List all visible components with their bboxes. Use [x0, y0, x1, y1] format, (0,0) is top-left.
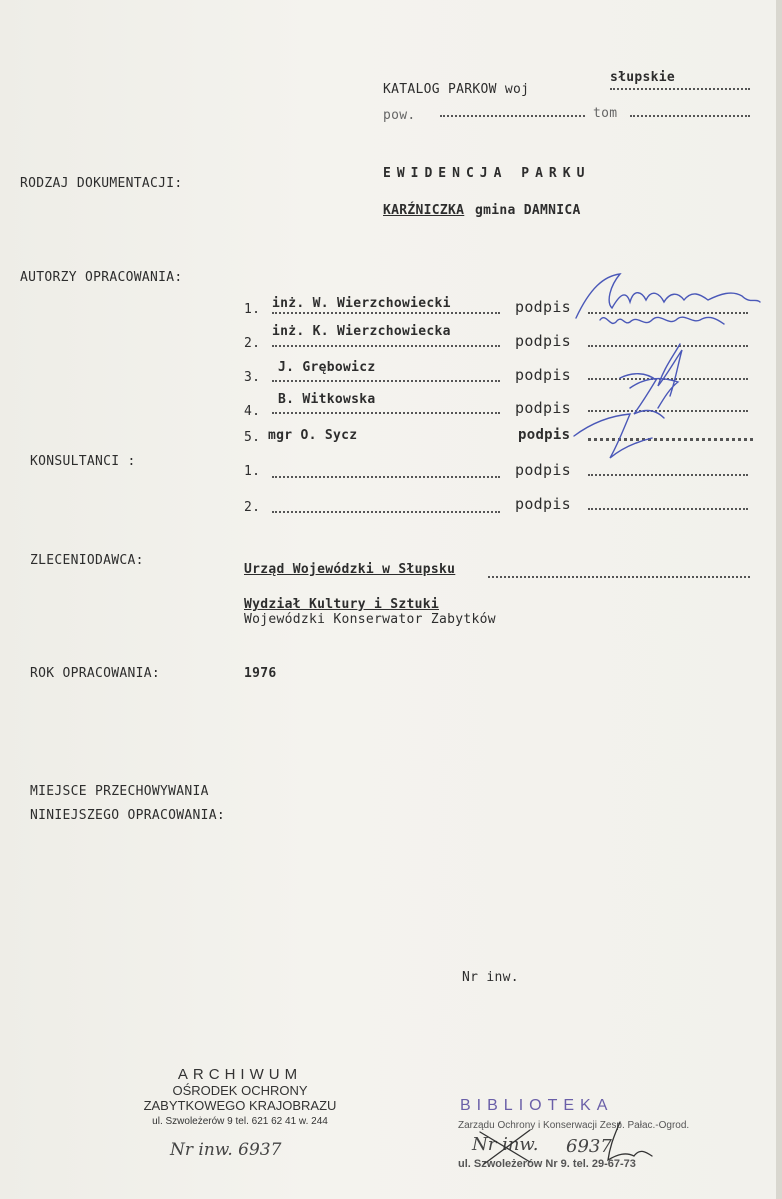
dotted-line [272, 380, 500, 382]
signature-label: podpis [518, 427, 571, 443]
handwritten-inventory: Nr inw. 6937 [170, 1140, 282, 1160]
consultants-label: KONSULTANCI : [30, 454, 136, 469]
pow-label: pow. [383, 108, 416, 123]
author-num: 4. [244, 404, 261, 419]
storage-label-line2: NINIEJSZEGO OPRACOWANIA: [30, 808, 226, 823]
park-gmina: gmina DAMNICA [475, 203, 581, 218]
doc-title: EWIDENCJA PARKU [383, 166, 591, 181]
stamp-title: ARCHIWUM [177, 1066, 303, 1083]
library-stamp-line: ul. Szwoleżerów Nr 9. tel. 29-67-73 [458, 1158, 636, 1170]
stamp-title: BIBLIOTEKA [460, 1097, 614, 1114]
dotted-line [588, 474, 748, 476]
author-name: J. Grębowicz [278, 360, 376, 375]
signature-label: podpis [515, 399, 571, 417]
author-name: inż. K. Wierzchowiecka [272, 324, 451, 339]
author-name: inż. W. Wierzchowiecki [272, 296, 451, 311]
dotted-line [440, 115, 585, 117]
consultant-num: 1. [244, 464, 261, 479]
signature-label: podpis [515, 495, 571, 513]
author-num: 2. [244, 336, 261, 351]
dotted-line [272, 511, 500, 513]
client-label: ZLECENIODAWCA: [30, 553, 144, 568]
dotted-line [272, 412, 500, 414]
park-place: KARŹNICZKA [383, 203, 465, 218]
storage-label-line1: MIEJSCE PRZECHOWYWANIA [30, 784, 209, 799]
dotted-line [272, 312, 500, 314]
stamp-line: OŚRODEK OCHRONY [172, 1083, 308, 1098]
author-num: 1. [244, 302, 261, 317]
year-value: 1976 [244, 666, 277, 681]
client-office: Urząd Wojewódzki w Słupsku [244, 562, 456, 577]
signature-label: podpis [515, 332, 571, 350]
dotted-line [272, 345, 500, 347]
dotted-line [588, 508, 748, 510]
library-stamp-signature [470, 1112, 690, 1172]
library-stamp-line: Nr inw. [472, 1134, 539, 1155]
dotted-line [488, 576, 750, 578]
library-stamp-line: Zarządu Ochrony i Konserwacji Zesp. Pałac.-Ogrod. [458, 1120, 690, 1131]
author-name: mgr O. Sycz [268, 428, 358, 443]
catalog-label: KATALOG PARKOW woj [383, 82, 530, 97]
signature-label: podpis [515, 461, 571, 479]
client-conservator: Wojewódzki Konserwator Zabytków [244, 612, 496, 627]
signature-label: podpis [515, 366, 571, 384]
dotted-line [630, 115, 750, 117]
page-edge [776, 0, 782, 1199]
client-department: Wydział Kultury i Sztuki [244, 597, 440, 612]
voivodeship-value: słupskie [610, 70, 676, 85]
year-label: ROK OPRACOWANIA: [30, 666, 161, 681]
library-stamp-number: 6937 [566, 1136, 612, 1157]
doc-type-label: RODZAJ DOKUMENTACJI: [20, 176, 183, 191]
signature-label: podpis [515, 298, 571, 316]
author-num: 5. [244, 430, 261, 445]
archive-stamp [130, 1066, 350, 1127]
dotted-line [610, 88, 750, 90]
stamp-line: ZABYTKOWEGO KRAJOBRAZU [143, 1098, 337, 1113]
author-name: B. Witkowska [278, 392, 376, 407]
tom-label: tom [593, 106, 618, 121]
author-num: 3. [244, 370, 261, 385]
authors-label: AUTORZY OPRACOWANIA: [20, 270, 183, 285]
stamp-line: ul. Szwoleżerów 9 tel. 621 62 41 w. 244 [152, 1116, 328, 1127]
consultant-num: 2. [244, 500, 261, 515]
handwritten-signatures [560, 268, 775, 468]
inventory-label: Nr inw. [462, 970, 519, 985]
dotted-line [272, 476, 500, 478]
